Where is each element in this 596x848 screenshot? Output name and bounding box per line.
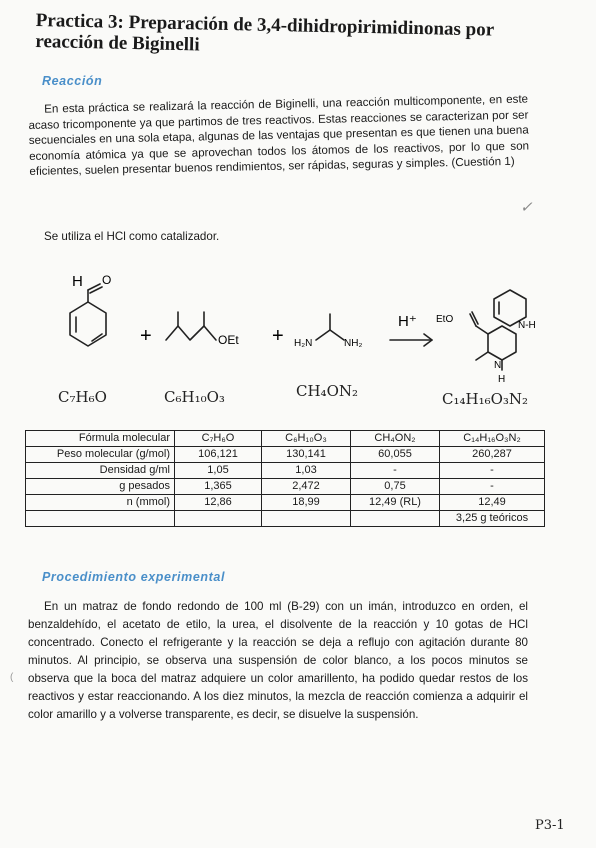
table-cell: - [440,463,545,479]
table-cell: n (mmol) [26,495,175,511]
table-cell [26,511,175,527]
section-heading-reaction: Reacción [42,74,103,88]
reagents-table [25,430,545,527]
urea-structure [316,314,344,340]
plus-sign-2: + [272,325,284,347]
product-nh-label: N-H [518,320,536,331]
table-cell: 12,49 (RL) [351,495,440,511]
check-mark: ✓ [520,199,533,216]
table-cell: 1,05 [175,463,262,479]
table-cell: 60,055 [351,447,440,463]
procedure-text: En un matraz de fondo redondo de 100 ml (B-29) con un imán, introduzco en orden, el benzaldehído, el acetato de etilo, la urea, el disolvente de la reacción y 10 gotas de HCl concentrado. Conecto el refrigerante y la reacción se deja a reflujo con agitación durante 80 minutos. Al principio, se observa una suspensión de color blanco, a los pocos minutos se observa que la boca del matraz adquiere un color amarillento, ha podido quedar restos de los reactivos y estar reaccionando. A los diez minutos, la mezcla de reacción comienza a adquirir el color amarillo y a volverse transparente, es decir, se disuelve la suspensión. [28,600,528,721]
aldehyde-o-label: O [102,273,112,287]
table-cell: - [351,463,440,479]
table-cell: 12,86 [175,495,262,511]
reaction-arrow [390,334,432,346]
section-heading-procedure: Procedimiento experimental [42,570,226,584]
urea-right-label: NH₂ [344,338,363,349]
table-cell: 2,472 [262,479,351,495]
procedure-paragraph [28,598,528,724]
plus-sign-1: + [140,325,152,347]
table-cell: 1,03 [262,463,351,479]
table-cell: 260,287 [440,447,545,463]
table-row [26,463,545,479]
formula-urea: CH₄ON₂ [296,382,359,400]
table-cell: C₇H₆O [175,431,262,447]
acid-catalyst-label: H⁺ [398,313,417,330]
table-cell: Densidad g/ml [26,463,175,479]
table-cell: 130,141 [262,447,351,463]
table-cell: g pesados [26,479,175,495]
table-cell: C₆H₁₀O₃ [262,431,351,447]
formula-benzaldehyde: C₇H₆O [58,388,107,406]
table-cell [351,511,440,527]
table-row [26,479,545,495]
table-row [26,495,545,511]
product-n-label: N [494,360,502,371]
product-h-label: H [498,374,506,385]
page-title: Practica 3: Preparación de 3,4-dihidropirimidinonas por reacción de Biginelli [35,10,495,56]
benzaldehyde-structure [70,284,106,346]
table-cell: 106,121 [175,447,262,463]
aldehyde-h-label: H [72,273,83,290]
table-cell: - [440,479,545,495]
table-row [26,447,545,463]
formula-ester: C₆H₁₀O₃ [164,388,225,406]
catalyst-note: Se utiliza el HCl como catalizador. [44,230,220,243]
intro-text: En esta práctica se realizará la reacción de Biginelli, una reacción multicomponente, en este acaso tricomponente ya que partimos de tres reactivos. Estas reacciones se caracterizan por ser secuenciales en una sola etapa, algunas de las ventajas que presentan es que tienen una buena economía atómica ya que se aprovechan todos los átomos de los reactivos, por lo que son eficientes, suelen presentar buenos rendimientos, ser rápidas, seguras y simples. (Cuestión 1) [28,92,530,178]
intro-paragraph [28,92,530,180]
table-cell: Fórmula molecular [26,431,175,447]
reaction-scheme [40,262,560,412]
page-number: P3-1 [535,818,565,833]
table-cell: CH₄ON₂ [351,431,440,447]
ethyl-acetoacetate-structure [166,312,216,340]
formula-product: C₁₄H₁₆O₃N₂ [442,390,529,408]
table-row [26,511,545,527]
table-cell: 0,75 [351,479,440,495]
margin-mark: ( [10,672,14,683]
table-cell: C₁₄H₁₆O₃N₂ [440,431,545,447]
product-eto-label: EtO [436,314,454,325]
ester-oet-label: OEt [218,333,239,347]
table-cell: 18,99 [262,495,351,511]
table-cell: 3,25 g teóricos [440,511,545,527]
table-cell [175,511,262,527]
table-cell: 1,365 [175,479,262,495]
table-cell: 12,49 [440,495,545,511]
table-cell: Peso molecular (g/mol) [26,447,175,463]
table-header-row [26,431,545,447]
urea-left-label: H₂N [294,338,313,349]
table-cell [262,511,351,527]
